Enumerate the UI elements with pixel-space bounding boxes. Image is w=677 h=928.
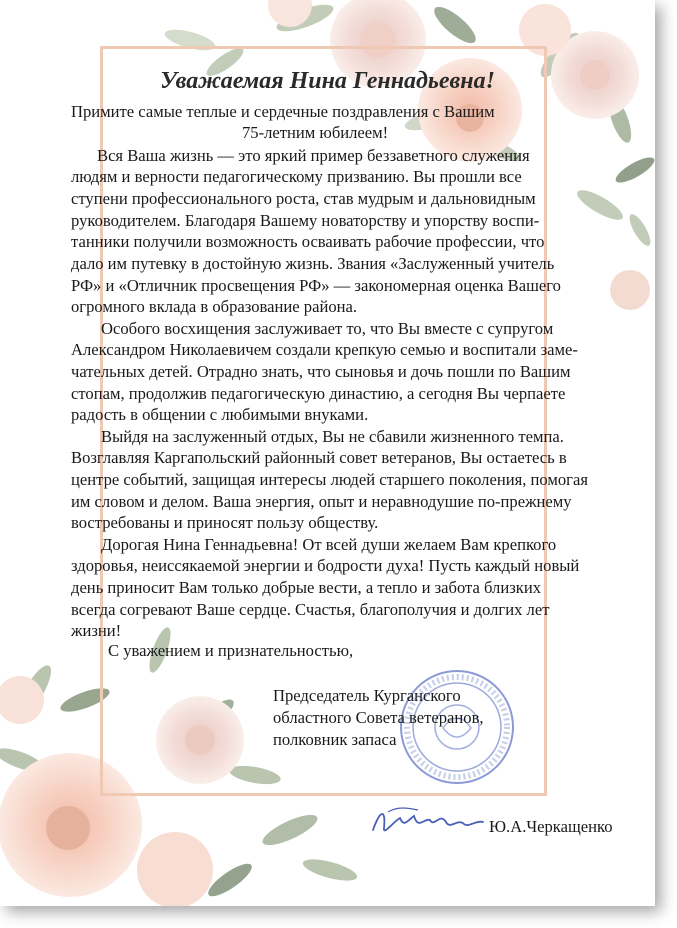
signatory-position: полковник запаса <box>273 730 397 749</box>
body-line: им словом и делом. Ваша энергия, опыт и неравнодушие по-прежнему <box>71 492 572 511</box>
body-line: Выйдя на заслуженный отдых, Вы не сбавили жизненного темпа. <box>101 427 564 446</box>
body-line: танники получили возможность осваивать рабочие профессии, что <box>71 232 545 251</box>
body-line: день приносит Вам только добрые вести, а тепло и забота близких <box>71 578 542 597</box>
body-line: Дорогая Нина Геннадьевна! От всей души желаем Вам крепкого <box>101 535 557 554</box>
body-line: центре событий, защищая интересы людей старшего поколения, помогая <box>71 470 588 489</box>
signatory-position: Председатель Курганского <box>273 686 461 705</box>
signature <box>368 800 488 842</box>
body-line: руководителем. Благодаря Вашему новаторству и упорству воспи- <box>71 211 540 230</box>
body-line: радость в общении с любимыми внуками. <box>71 405 369 424</box>
body-line: огромного вклада в образование района. <box>71 297 358 316</box>
body-line: Вся Ваша жизнь — это яркий пример беззаветного служения <box>97 146 530 165</box>
greeting-title: Уважаемая Нина Геннадьевна! <box>160 68 495 94</box>
body-line: РФ» и «Отличник просвещения РФ» — закономерная оценка Вашего <box>71 276 561 295</box>
body-line: чательных детей. Отрадно знать, что сыновья и дочь пошли по Вашим <box>71 362 571 381</box>
body-line: ступени профессионального роста, став мудрым и дальновидным <box>71 189 536 208</box>
body-line: востребованы и приносят пользу обществу. <box>71 513 379 532</box>
signatory-name: Ю.А.Черкащенко <box>489 817 613 836</box>
body-line: здоровья, неиссякаемой энергии и бодрости духа! Пусть каждый новый <box>71 556 580 575</box>
body-line: стопам, продолжив педагогическую династию, а сегодня Вы черпаете <box>71 384 566 403</box>
signatory-position: областного Совета ветеранов, <box>273 708 484 727</box>
closing-line: С уважением и признательностью, <box>108 641 354 660</box>
body-line: людям и верности педагогическому призванию. Вы прошли все <box>71 167 522 186</box>
body-line: Возглавляя Каргапольский районный совет ветеранов, Вы остаетесь в <box>71 448 567 467</box>
body-line: жизни! <box>71 621 122 640</box>
body-line: 75-летним юбилеем! <box>242 123 389 142</box>
body-line: Александром Николаевичем создали крепкую семью и воспитали заме- <box>71 340 578 359</box>
body-line: Примите самые теплые и сердечные поздравления с Вашим <box>71 102 495 121</box>
body-line: Особого восхищения заслуживает то, что Вы вместе с супругом <box>101 319 554 338</box>
body-line: дало им путевку в достойную жизнь. Звания «Заслуженный учитель <box>71 254 555 273</box>
body-line: всегда согревают Ваше сердце. Счастья, благополучия и долгих лет <box>71 600 550 619</box>
